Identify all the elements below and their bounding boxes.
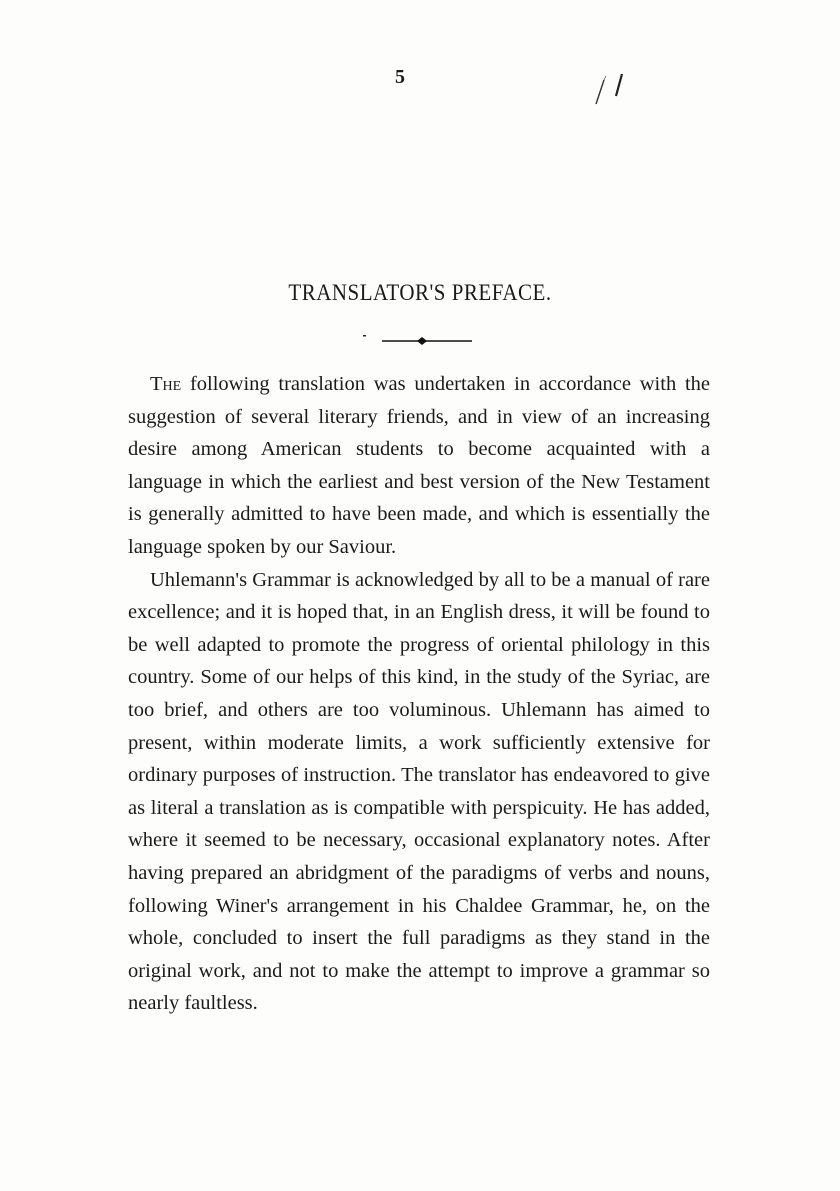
page-number: 5	[395, 66, 405, 88]
paragraph-2: Uhlemann's Grammar is acknowledged by all to be a manual of rare excellence; and it is hoped that, in an English dress, it will be found to be well adapted to promote the progress of oriental philology in this country. Some of our helps of this kind, in the study of the Syriac, are too brief, and others are too voluminous. Uhlemann has aimed to present, within moderate limits, a work sufficiently extensive for ordinary purposes of instruction. The translator has endeavored to give as literal a translation as is compatible with perspicuity. He has added, where it seemed to be necessary, occasional explanatory notes. After having prepared an abridgment of the paradigms of verbs and nouns, following Winer's arrangement in his Chaldee Grammar, he, on the whole, concluded to insert the full paradigms as they stand in the original work, and not to make the attempt to improve a grammar so nearly faultless.	[128, 568, 710, 1015]
handwritten-margin-mark	[592, 66, 632, 110]
section-title: TRANSLATOR'S PREFACE.	[288, 278, 552, 306]
paragraph-1	[128, 368, 710, 564]
preface-body	[128, 368, 710, 1020]
paragraph-opening-word: The	[150, 373, 182, 395]
paragraph-1-text: following translation was undertaken in accordance with the suggestion of several literary friends, and in view of an increasing desire among American students to become acquainted with a language in which the earliest and best version of the New Testament is generally admitted to have been made, and which is essentially the language spoken by our Saviour.	[128, 373, 710, 558]
title-ornament-divider	[360, 330, 480, 350]
